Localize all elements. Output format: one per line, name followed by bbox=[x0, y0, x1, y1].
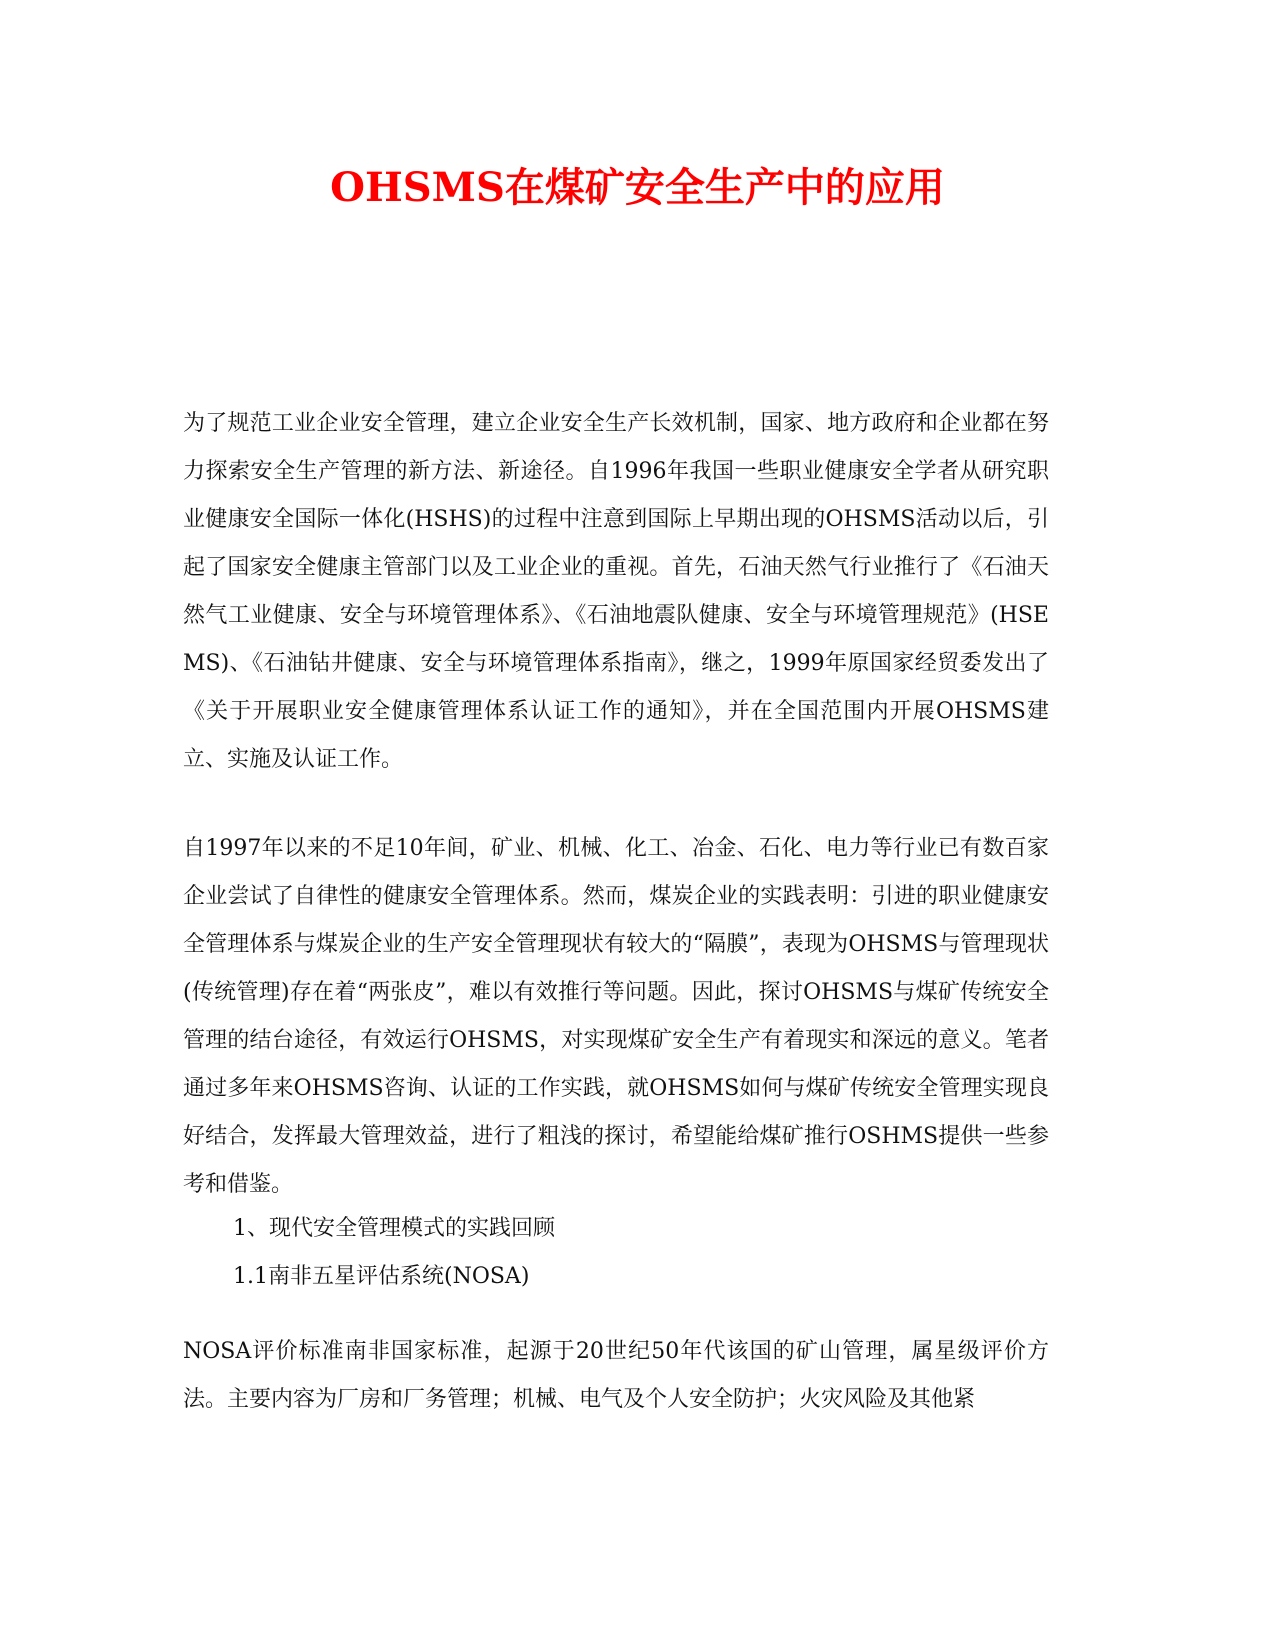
subsection-heading: 1.1南非五星评估系统(NOSA) bbox=[233, 1264, 530, 1289]
section-heading: 1、现代安全管理模式的实践回顾 bbox=[233, 1216, 555, 1241]
document-title: OHSMS在煤矿安全生产中的应用 bbox=[330, 164, 945, 211]
paragraph-background: 自1997年以来的不足10年间，矿业、机械、化工、冶金、石化、电力等行业已有数百家企业尝试了自律性的健康安全管理体系。然而，煤炭企业的实践表明：引进的职业健康安全管理体系与煤炭企业的生产安全管理现状有较大的“隔膜”，表现为OHSMS与管理现状(传统管理)存在着“两张皮”，难以有效推行等问题。因此，探讨OHSMS与煤矿传统安全管理的结台途径，有效运行OHSMS，对实现煤矿安全生产有着现实和深远的意义。笔者通过多年来OHSMS咨询、认证的工作实践，就OHSMS如何与煤矿传统安全管理实现良好结合，发挥最大管理效益，进行了粗浅的探讨，希望能给煤矿推行OSHMS提供一些参考和借鉴。 bbox=[183, 836, 1049, 1197]
paragraph-nosa: NOSA评价标准南非国家标准，起源于20世纪50年代该国的矿山管理，属星级评价方法。主要内容为厂房和厂务管理；机械、电气及个人安全防护；火灾风险及其他紧 bbox=[183, 1339, 1049, 1412]
paragraph-intro: 为了规范工业企业安全管理，建立企业安全生产长效机制，国家、地方政府和企业都在努力探索安全生产管理的新方法、新途径。自1996年我国一些职业健康安全学者从研究职业健康安全国际一体化(HSHS)的过程中注意到国际上早期出现的OHSMS活动以后，引起了国家安全健康主管部门以及工业企业的重视。首先，石油天然气行业推行了《石油天然气工业健康、安全与环境管理体系》、《石油地震队健康、安全与环境管理规范》(HSEMS)、《石油钻井健康、安全与环境管理体系指南》，继之，1999年原国家经贸委发出了《关于开展职业安全健康管理体系认证工作的通知》，并在全国范围内开展OHSMS建立、实施及认证工作。 bbox=[183, 411, 1049, 772]
